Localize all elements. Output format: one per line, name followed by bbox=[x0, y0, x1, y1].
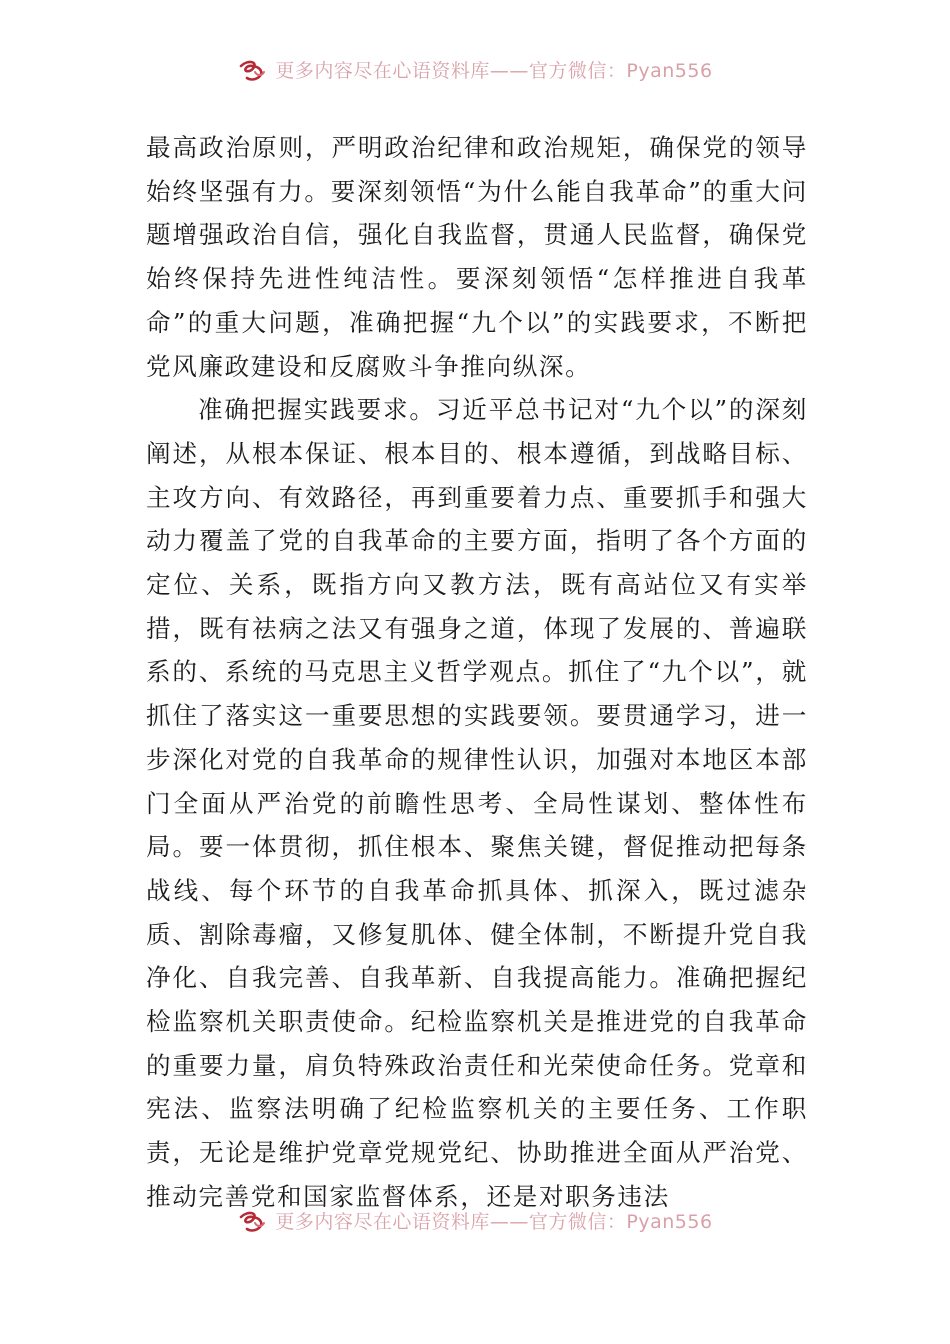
paragraph-1: 最高政治原则，严明政治纪律和政治规矩，确保党的领导始终坚强有力。要深刻领悟“为什么能自我革命”的重大问题增强政治自信，强化自我监督，贯通人民监督，确保党始终保持先进性纯洁性。要深刻领悟“怎样推进自我革命”的重大问题，准确把握“九个以”的实践要求，不断把党风廉政建设和反腐败斗争推向纵深。 bbox=[146, 133, 808, 381]
paragraph-2: 准确把握实践要求。习近平总书记对“九个以”的深刻阐述，从根本保证、根本目的、根本遵循，到战略目标、主攻方向、有效路径，再到重要着力点、重要抓手和强大动力覆盖了党的自我革命的主要方面，指明了各个方面的定位、关系，既指方向又教方法，既有高站位又有实举措，既有祛病之法又有强身之道，体现了发展的、普遍联系的、系统的马克思主义哲学观点。抓住了“九个以”，就抓住了落实这一重要思想的实践要领。要贯通学习，进一步深化对党的自我革命的规律性认识，加强对本地区本部门全面从严治党的前瞻性思考、全局性谋划、整体性布局。要一体贯彻，抓住根本、聚焦关键，督促推动把每条战线、每个环节的自我革命抓具体、抓深入，既过滤杂质、割除毒瘤，又修复肌体、健全体制，不断提升党自我净化、自我完善、自我革新、自我提高能力。准确把握纪检监察机关职责使命。纪检监察机关是推进党的自我革命的重要力量，肩负特殊政治责任和光荣使命任务。党章和宪法、监察法明确了纪检监察机关的主要任务、工作职责，无论是维护党章党规党纪、协助推进全面从严治党、推动完善党和国家监督体系，还是对职务违法 bbox=[146, 395, 808, 1211]
footer-watermark bbox=[0, 1207, 950, 1237]
footer-watermark-text: 更多内容尽在心语资料库——官方微信：Pyan556 bbox=[275, 1210, 713, 1233]
header-watermark bbox=[0, 56, 950, 86]
scribble-logo-icon bbox=[237, 58, 267, 84]
document-body bbox=[146, 126, 808, 1219]
scribble-logo-icon bbox=[237, 1209, 267, 1235]
header-watermark-text: 更多内容尽在心语资料库——官方微信：Pyan556 bbox=[275, 59, 713, 82]
